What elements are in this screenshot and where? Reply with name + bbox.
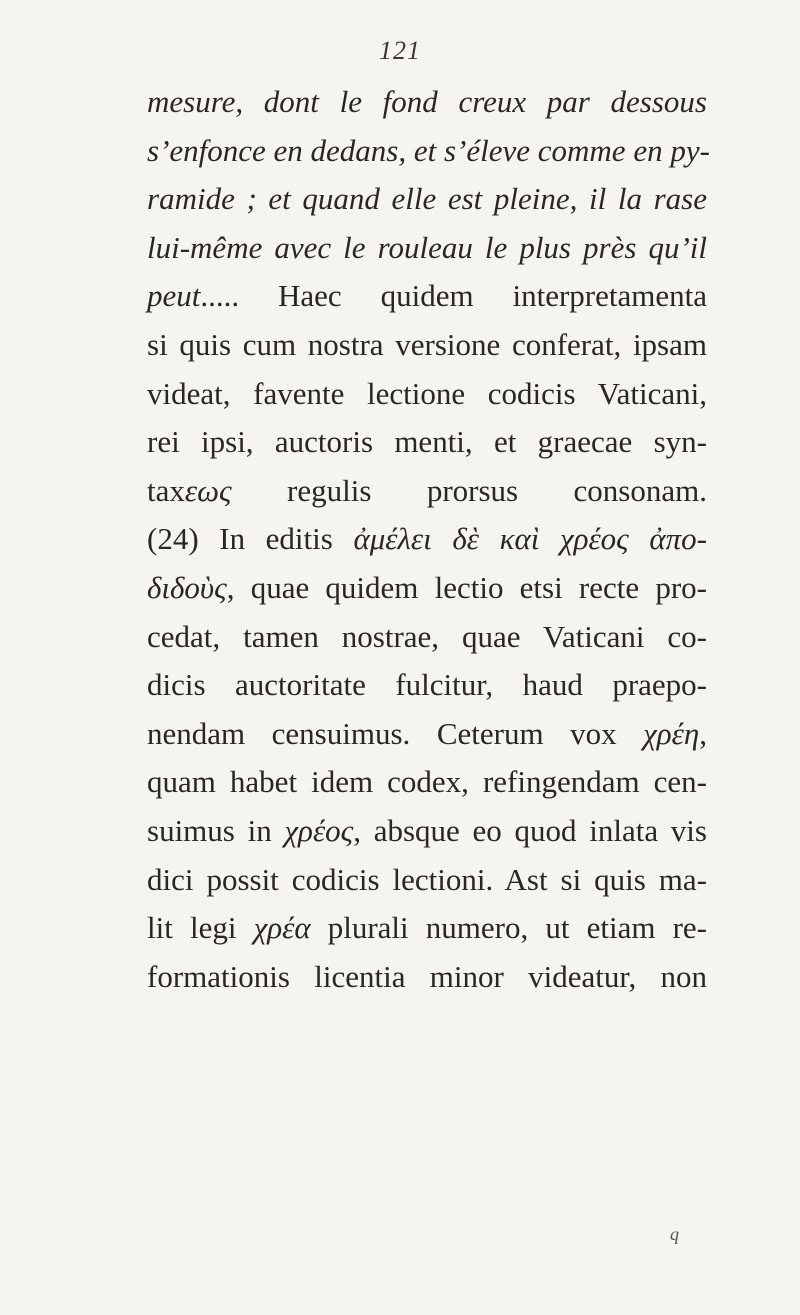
greek-word: διδοὺς xyxy=(147,569,227,605)
text-line xyxy=(147,661,707,710)
text-line xyxy=(147,272,707,321)
text-segment: ramide ; et quand elle est pleine, il la rase xyxy=(147,181,707,217)
text-segment: , quae quidem lectio etsi recte pro- xyxy=(226,569,707,605)
text-segment: regulis prorsus consonam. xyxy=(231,472,707,508)
text-line xyxy=(147,175,707,224)
text-line xyxy=(147,564,707,613)
text-segment: (24) In editis xyxy=(147,521,354,557)
text-segment: quam habet idem codex, refingendam cen- xyxy=(147,764,707,800)
text-line xyxy=(147,467,707,516)
greek-word: χρέη xyxy=(643,715,700,751)
text-segment: plurali numero, ut etiam re- xyxy=(310,910,707,946)
text-segment: , absque eo quod inlata vis xyxy=(353,812,707,848)
text-line xyxy=(147,418,707,467)
text-line xyxy=(147,953,707,1002)
text-line xyxy=(147,370,707,419)
text-line xyxy=(147,515,707,564)
greek-word: εως xyxy=(184,472,232,508)
text-segment: dicis auctoritate fulcitur, haud praepo- xyxy=(147,667,707,703)
text-segment: s’enfonce en dedans, et s’éleve comme en py- xyxy=(147,132,710,168)
text-segment: tax xyxy=(147,472,185,508)
signature-mark: q xyxy=(670,1224,679,1244)
text-segment: nendam censuimus. Ceterum vox xyxy=(147,715,644,751)
greek-word: χρέος xyxy=(284,812,354,848)
text-line xyxy=(147,856,707,905)
text-segment: , xyxy=(699,715,707,751)
greek-word: χρέα xyxy=(253,910,311,946)
text-segment: ..... Haec quidem interpretamenta xyxy=(200,278,707,314)
text-segment: formationis licentia minor videatur, non xyxy=(147,958,707,994)
text-segment: videat, favente lectione codicis Vaticani, xyxy=(147,375,707,411)
text-line xyxy=(147,758,707,807)
page-number: 121 xyxy=(379,36,421,65)
text-line xyxy=(147,127,710,176)
text-segment: lui-même avec le rouleau le plus près qu’il xyxy=(147,229,707,265)
text-line xyxy=(147,710,707,759)
text-segment: cedat, tamen nostrae, quae Vaticani co- xyxy=(147,618,707,654)
text-segment: lit legi xyxy=(147,910,254,946)
greek-word: ἀμέλει δὲ καὶ χρέος ἀπο- xyxy=(353,521,707,557)
text-segment: mesure, dont le fond creux par dessous xyxy=(147,84,707,119)
text-segment: peut xyxy=(147,278,201,314)
text-line xyxy=(147,321,707,370)
body-text xyxy=(147,78,710,1001)
text-segment: si quis cum nostra versione conferat, ipsam xyxy=(147,326,707,362)
text-line xyxy=(147,807,707,856)
text-line xyxy=(147,613,707,662)
text-line xyxy=(147,904,707,953)
text-line xyxy=(147,224,707,273)
text-segment: dici possit codicis lectioni. Ast si quis ma- xyxy=(147,861,707,897)
text-segment: rei ipsi, auctoris menti, et graecae syn- xyxy=(147,424,707,460)
text-segment: suimus in xyxy=(147,812,285,848)
text-line xyxy=(147,78,707,127)
